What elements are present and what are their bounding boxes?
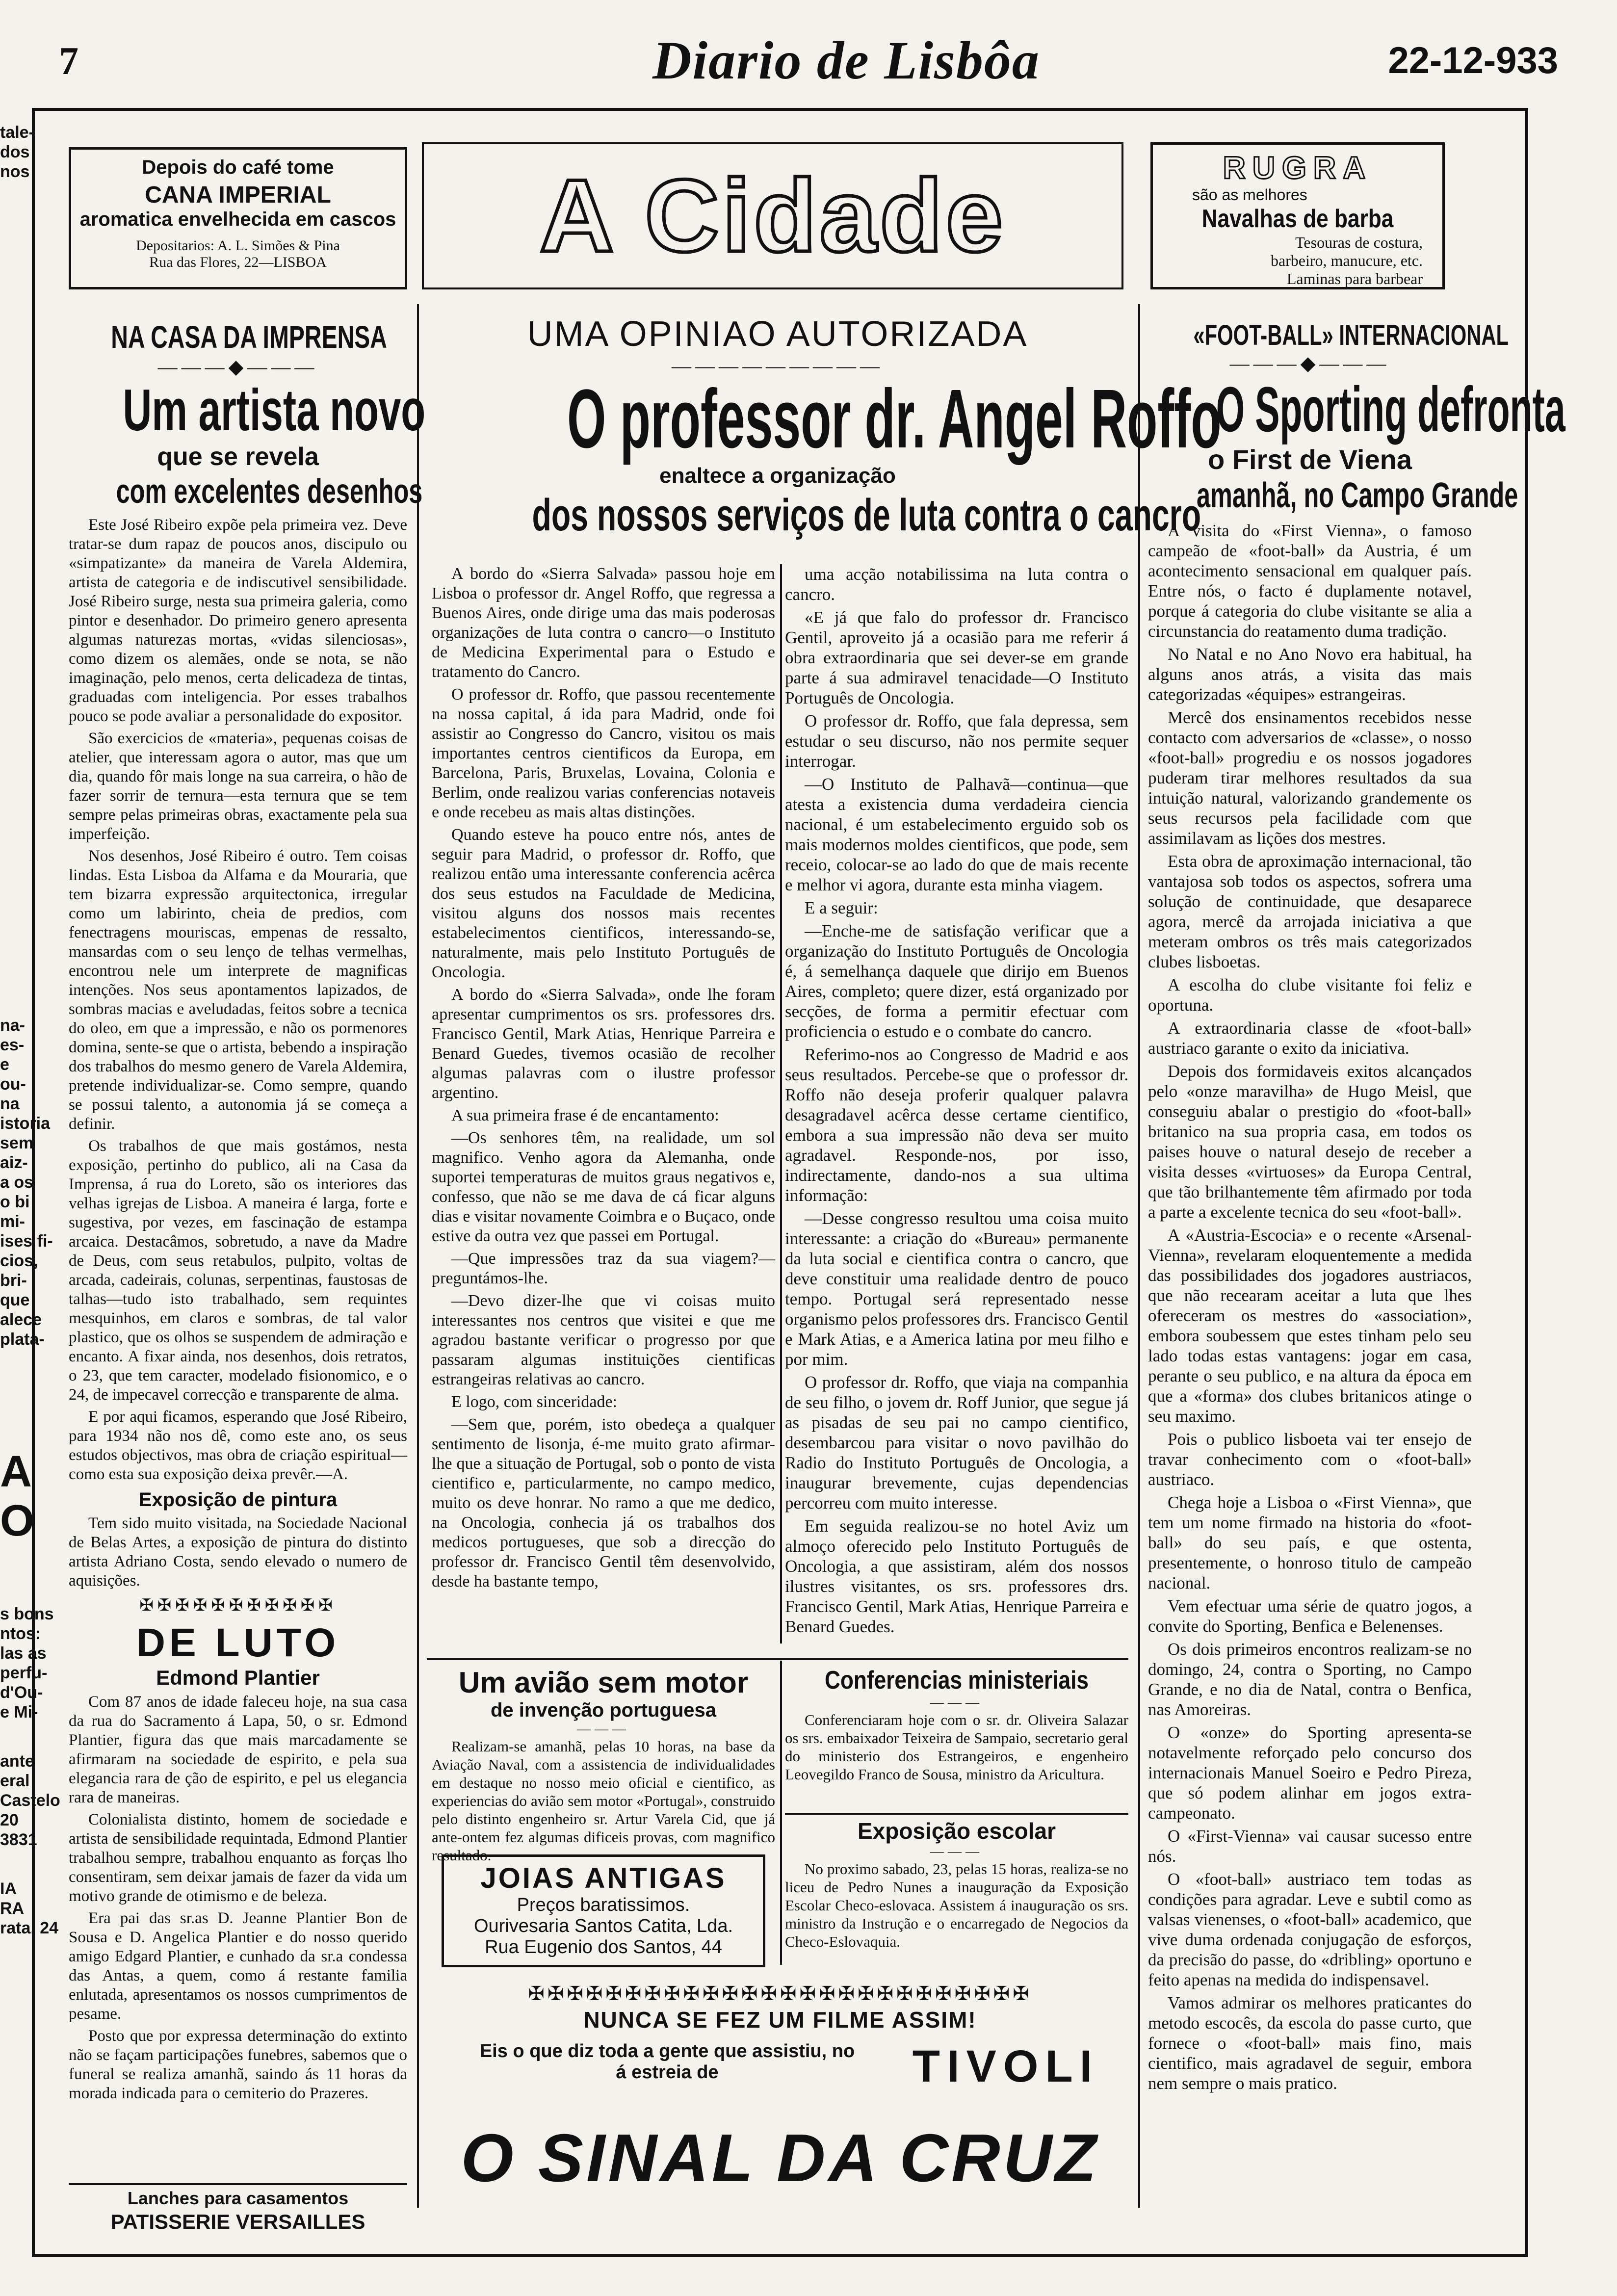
paragraph: uma acção notabilissima na luta contra o cancro. [785, 565, 1128, 604]
column-divider [780, 564, 782, 1644]
paragraph: No Natal e no Ano Novo era habitual, ha alguns anos atrás, a visita das mais categorizadas «équipes» estrangeiras. [1148, 645, 1472, 704]
paragraph: Depois dos formidaveis exitos alcançados pelo «onze maravilha» de Hugo Meisl, que conseguiu abalar o prestigio do «foot-ball» britanico na sua propria casa, em todos os paises houve o natural desejo de receber a visita desses «virtuoses» da Europa Central, que tão brilhantemente têm afirmado por toda a parte a excelente tecnica do seu «foot-ball». [1148, 1062, 1472, 1222]
obituary-title: DE LUTO [136, 1620, 340, 1665]
paragraph: E a seguir: [805, 898, 878, 917]
paragraph: Quando esteve ha pouco entre nós, antes de seguir para Madrid, o professor dr. Roffo, que realizou então uma interessante conferencia acêrca dos seus estudos na Faculdade de Medicina, visitou alguns dos nossos mais recentes estabelecimentos cientificos, interessando-se, naturalmente, mais pelo Instituto Português de Oncologia. [432, 826, 775, 981]
strip-text: cios, [0, 1252, 38, 1270]
column-4 [1148, 319, 1565, 2096]
headline: O Sporting defronta [1216, 373, 1565, 445]
left-edge-strip [0, 108, 60, 2267]
kicker: NA CASA DA IMPRENSA [111, 319, 387, 355]
subhead: o First de Viena [1208, 444, 1412, 475]
strip-text: Castelo [0, 1791, 60, 1810]
deck: dos nossos serviços de luta contra o cancro [532, 490, 1201, 540]
strip-text: ante [0, 1752, 34, 1771]
strip-text: rata, 24 [0, 1919, 59, 1937]
ornament: ―――◆――― [157, 356, 318, 378]
ad-line: são as melhores [1192, 186, 1307, 204]
paragraph: Era pai das sr.as D. Jeanne Plantier Bon de Sousa e D. Angelica Plantier e do nosso querido amigo Edgard Plantier, e cunhado da sr.a condessa das Antas, a quem, como á restante familia enlutada, apresentamos os nossos cumprimentos de pesame. [69, 1909, 407, 2023]
paragraph: No proximo sabado, 23, pelas 15 horas, realiza-se no liceu de Pedro Nunes a inauguração da Exposição Escolar Checo-eslovaca. Assistem á inauguração os srs. ministro da Instrução e o encarregado de Negocios da Checo-Eslovaquia. [785, 1860, 1128, 1950]
paragraph: A sua primeira frase é de encantamento: [451, 1106, 719, 1124]
ad-line: barbeiro, manucure, etc. [1270, 252, 1423, 269]
strip-text: 3831 [0, 1830, 37, 1849]
paragraph: A bordo do «Sierra Salvada» passou hoje em Lisboa o professor dr. Angel Roffo, que regressa a Buenos Aires, onde dirige uma das mais poderosas organizações de luta contra o cancro—o Instituto de Medicina Experimental para o Estudo e tratamento do Cancro. [432, 565, 775, 681]
strip-text: eral [0, 1772, 30, 1790]
paragraph: —Devo dizer-lhe que vi coisas muito interessantes nos centros que visitei e que me agradou bastante verificar o progresso por que passaram algumas instituições cientificas estrangeiras relativas ao cancro. [432, 1292, 775, 1388]
ad-line: Tesouras de costura, [1295, 234, 1423, 251]
headline: Um avião sem motor [458, 1666, 749, 1699]
ad-line: Depositarios: A. L. Simões & Pina [136, 237, 340, 254]
ad-line: Rua Eugenio dos Santos, 44 [485, 1937, 722, 1957]
paragraph: Posto que por expressa determinação do extinto não se façam participações funebres, sabemos que o funeral se realiza amanhã, saindo ás 11 horas da morada indicada para o cemiterio do Prazeres. [69, 2027, 407, 2102]
paragraph: Realizam-se amanhã, pelas 10 horas, na base da Aviação Naval, com a assistencia de individualidades em destaque no nosso meio oficial e cientifico, as experiencias do avião sem motor «Portugal», construido pelo distinto engenheiro sr. Artur Varela Cid, que já ante-ontem fez algumas dificeis provas, com magnifico resultado. [432, 1738, 775, 1864]
ornament: ―――◆――― [1229, 352, 1390, 374]
strip-text: a os [0, 1173, 34, 1192]
strip-text: nos [0, 162, 30, 181]
paragraph: —Desse congresso resultou uma coisa muito interessante: a criação do «Bureau» permanente da luta social e cientifica contra o cancro, que deve constituir uma realidade dentro de pouco tempo. Portugal será representado nesse organismo pelos professores drs. Francisco Gentil e Mark Atias, e a America latina por meu filho e por mim. [785, 1209, 1128, 1369]
column-divider [417, 304, 419, 2208]
paragraph: E por aqui ficamos, esperando que José Ribeiro, para 1934 não nos dê, como este ano, os seus estudos objectivos, mas obra de criação espiritual—como esta sua exposição deixa prevêr.—A. [69, 1408, 407, 1483]
column-1 [69, 319, 426, 2106]
strip-text: ises fi- [0, 1232, 53, 1251]
strip-text: IA [0, 1879, 17, 1898]
paragraph: Em seguida realizou-se no hotel Aviz um almoço oferecido pelo Instituto Português de Oncologia, a que assistiram, além dos nossos ilustres visitantes, os srs. professores drs. Francisco Gentil, Mark Atias, Henrique Parreira e Benard Guedes. [785, 1516, 1128, 1636]
ad-joias [442, 1854, 765, 1967]
ornament: ✠✠✠✠✠✠✠✠✠✠✠ [139, 1596, 337, 1615]
paragraph: —Os senhores têm, na realidade, um sol magnifico. Venho agora da Alemanha, onde suportei temperaturas de muitos graus negativos e, confesso, que não se me dava de cá ficar alguns dias e visitar novamente Coimbra e o Buçaco, onde estive da outra vez que passei em Portugal. [432, 1129, 775, 1245]
paragraph: Com 87 anos de idade faleceu hoje, na sua casa da rua do Sacramento á Lapa, 50, o sr. Edmond Plantier, figura das que mais marcadamente se afirmaram na sociedade de espirito, e pela sua elegancia rara de ção de espirito, e pel us elegancia rara de maneiras. [69, 1693, 407, 1806]
strip-text: s bons [0, 1605, 54, 1623]
paragraph: A bordo do «Sierra Salvada», onde lhe foram apresentar cumprimentos os srs. professores drs. Francisco Gentil, Mark Atias, Henrique Parreira e Benard Guedes, tivemos ocasião de recolher algumas palavras com o ilustre professor argentino. [432, 986, 775, 1102]
masthead [0, 29, 1617, 103]
ad-brand: JOIAS ANTIGAS [480, 1862, 727, 1894]
strip-text: O [0, 1496, 35, 1545]
paragraph: São exercicios de «materia», pequenas coisas de atelier, que interessam agora o autor, mas que um dia, quando fôr mais longe na sua carreira, o hão de fazer sorrir de ternura—esta ternura que se tem sempre pelas primeiras obras, exactamente pela sua imperfeição. [69, 730, 407, 843]
strip-text: ou- [0, 1075, 26, 1094]
strip-text: bri- [0, 1271, 27, 1290]
paragraph: O «First-Vienna» vai causar sucesso entre nós. [1148, 1826, 1472, 1866]
ad-line: Preços baratissimos. [517, 1895, 690, 1915]
strip-text: sem [0, 1134, 34, 1152]
paragraph: —Enche-me de satisfação verificar que a organização do Instituto Português de Oncologia é, á semelhança daquele que dirijo em Buenos Aires, completo; quere dizer, está organizado por secções, de forma a permitir efectuar com proficiencia o estudo e o combate do cancro. [785, 921, 1128, 1041]
paragraph: Chega hoje a Lisboa o «First Vienna», que tem um nome firmado na historia do «foot-ball» do seu país, e que ostenta, presentemente, o honroso titulo de campeão nacional. [1148, 1493, 1472, 1592]
paragraph: Vamos admirar os melhores praticantes do metodo escocês, da escola do passe curto, que fornece o «foot-ball» mais fino, mais cientifico, mais agradavel de seguir, embora nem sempre o mais pratico. [1148, 1993, 1472, 2093]
article-exposicao [785, 1818, 1128, 1954]
subhead: amanhã, no Campo Grande [1197, 476, 1518, 515]
paragraph: Pois o publico lisboeta vai ter ensejo de travar conhecimento com o «foot-ball» austriaco. [1148, 1430, 1472, 1489]
ad-line: Eis o que diz toda a gente que assistiu, no [479, 2041, 855, 2061]
strip-text: RA [0, 1899, 25, 1918]
article-aviao [432, 1666, 775, 1867]
paragraph: A «Austria-Escocia» e o recente «Arsenal-Vienna», revelaram eloquentemente a medida das possibilidades dos jogadores austriacos, que não recearam aceitar a luta que lhes ofereceram os mestres do «association», embora soubessem que estes tinham pelo seu lado todas estas vantagens: jogar em casa, perante o seu publico, e na altura da época em que a «forma» dos clubes britanicos atinge o seu maximo. [1148, 1226, 1472, 1426]
paragraph: Os dois primeiros encontros realizam-se no domingo, 24, contra o Sporting, no Campo Grande, e no dia de Natal, contra o Benfica, nas Amoreiras. [1148, 1640, 1472, 1719]
paragraph: Nos desenhos, José Ribeiro é outro. Tem coisas lindas. Esta Lisboa da Alfama e da Mouraria, que tem bizarra expressão arquitectonica, irregular como um labirinto, cheia de predios, com fenectragens mouriscas, empenas de ressalto, mansardas com o seu lenço de telhas vermelhas, encontrou nele um interprete de magnificas intenções. Nos seus apontamentos lapizados, de sombras macias e aveludadas, feitos sobre a tecnica do oleo, em que a impressão, e não os pormenores domina, sente-se que o artista, bebendo a inspiração dos trabalhos do mesmo genero de Varela Aldemira, pretende individualizar-se. Como sempre, quando se possui talento, a autonomia já se começa a definir. [69, 847, 407, 1133]
ad-tivoli [432, 2007, 1128, 2222]
strip-text: 20 [0, 1811, 19, 1829]
paragraph: —Que impressões traz da sua viagem?—preguntámos-lhe. [432, 1250, 775, 1287]
kicker: «FOOT-BALL» INTERNACIONAL [1193, 319, 1509, 351]
strip-text: o bi [0, 1193, 30, 1211]
film-title: O SINAL DA CRUZ [461, 2120, 1099, 2196]
paragraph: O «foot-ball» austriaco tem todas as condições para agradar. Leve e subtil como as valsas vienenses, o «foot-ball» academico, que vive duma ordenada conjugação de esforços, da precisão do passe, do «dribling» oportuno e feito apenas na medida do indispensavel. [1148, 1870, 1472, 1989]
paragraph: O «onze» do Sporting apresenta-se notavelmente reforçado pelo concurso dos internacionais Manuel Soeiro e Pedro Pireza, que só podem alinhar em jogos extra-campeonato. [1148, 1723, 1472, 1823]
ad-line: á estreia de [616, 2062, 719, 2083]
paragraph: A escolha do clube visitante foi feliz e oportuna. [1148, 975, 1472, 1015]
strip-text: e Mi- [0, 1703, 38, 1722]
strip-text: es- [0, 1036, 25, 1054]
divider [785, 1813, 1128, 1815]
subhead: enaltece a organização [659, 464, 896, 488]
section-title: A Cidade [539, 158, 1006, 273]
article-conferencias [785, 1666, 1128, 1786]
center-column-right [785, 564, 1128, 1640]
strip-text: istoria [0, 1114, 51, 1133]
strip-text: plata- [0, 1330, 45, 1349]
obituary-name: Edmond Plantier [156, 1666, 320, 1689]
subhead: de invenção portuguesa [490, 1699, 717, 1721]
ad-line: Lanches para casamentos [127, 2188, 349, 2208]
ad-brand: CANA IMPERIAL [145, 182, 331, 208]
strip-text: na [0, 1095, 20, 1113]
center-article [427, 314, 1222, 542]
paragraph: Tem sido muito visitada, na Sociedade Nacional de Belas Artes, a exposição de pintura do distinto artista Adriano Costa, sendo elevado o numero de aquisições. [69, 1514, 407, 1590]
strip-text: las as [0, 1644, 47, 1663]
strip-text: d'Ou- [0, 1683, 43, 1702]
paragraph: Os trabalhos de que mais gostámos, nesta exposição, pertinho do publico, ali na Casa da Imprensa, á rua do Loreto, são os interiores das velhas igrejas de Lisboa. A maneira é larga, forte e sugestiva, por vezes, em fascinação de estampa arcaica. Destacâmos, sobretudo, a nave da Madre de Deus, com seus retabulos, pulpito, voltas de arcada, cadeirais, colunas, serpentinas, faustosas de talhas—tudo isto trabalhado, sem requintes mesquinhos, em claros e sombras, de tal valor plastico, que os olhos se suspendem de admiração e encanto. A fixar ainda, nos desenhos, dois retratos, o 23, que tem caracter, modelado fisionomico, e o 24, de impecavel correcção e transparente de alma. [69, 1137, 407, 1404]
ad-line: Rua das Flores, 22—LISBOA [149, 254, 327, 270]
ad-cana-imperial [69, 147, 407, 289]
strip-text: e [0, 1055, 9, 1074]
divider [69, 2183, 407, 2185]
ad-patisserie: PATISSERIE VERSAILLES [110, 2210, 365, 2233]
strip-text: tale- [0, 123, 34, 142]
paragraph: E logo, com sinceridade: [451, 1393, 618, 1411]
page-number: 7 [59, 40, 78, 83]
ornament: ✠✠✠✠✠✠✠✠✠✠✠✠✠✠✠✠✠✠✠✠✠✠✠✠✠✠ [528, 1983, 1032, 2005]
strip-text: perfu- [0, 1664, 48, 1682]
strip-text: A [0, 1447, 32, 1496]
paragraph: A visita do «First Vienna», o famoso campeão de «foot-ball» da Austria, é um acontecimento sensacional em qualquer país. Entre nós, o facto é duplamente notavel, porque á categoria do clube visitante se alia a circunstancia do reatamento duma tradição. [1148, 521, 1472, 641]
strip-text: que [0, 1291, 30, 1309]
ad-line: aromatica envelhecida em cascos [79, 209, 396, 230]
paragraph: Colonialista distinto, homem de sociedade e artista de sensibilidade requintada, Edmond Plantier trabalhou sempre, trabalhou enquanto as forças lho consentiram, sem deixar jamais de fazer da vida um motivo grande de otimismo e de beleza. [69, 1811, 407, 1905]
ad-line: Navalhas de barba [1201, 205, 1394, 233]
subhead: com excelentes desenhos [116, 472, 423, 510]
paragraph: Vem efectuar uma série de quatro jogos, a convite do Sporting, Benfica e Belenenses. [1148, 1596, 1472, 1636]
center-column-left [432, 564, 775, 1594]
ad-line: Laminas para barbear [1286, 270, 1423, 287]
paper-title: Diario de Lisbôa [652, 30, 1040, 90]
ad-rugra [1150, 142, 1445, 289]
kicker: UMA OPINIAO AUTORIZADA [527, 314, 1028, 354]
strip-text: ntos: [0, 1624, 41, 1643]
strip-text: mi- [0, 1212, 25, 1231]
ad-line: NUNCA SE FEZ UM FILME ASSIM! [583, 2007, 977, 2033]
ornament: ――――――――― [672, 355, 884, 377]
headline: O professor dr. Angel Roffo [567, 372, 1222, 466]
subhead: que se revela [157, 443, 319, 471]
strip-text: na- [0, 1016, 25, 1035]
strip-text: aiz- [0, 1153, 28, 1172]
ornament: ――― [577, 1722, 630, 1737]
ad-line: Ourivesaria Santos Catita, Lda. [473, 1916, 733, 1936]
paragraph: «E já que falo do professor dr. Francisco Gentil, aproveito já a ocasião para me referir á obra extraordinaria que sei dever-se em grande parte á sua admiravel tenacidade—O Instituto Português de Oncologia. [785, 608, 1128, 707]
strip-text: dos [0, 143, 30, 161]
headline: Conferencias ministeriais [825, 1666, 1089, 1695]
paragraph: Este José Ribeiro expõe pela primeira vez. Deve tratar-se dum rapaz de poucos anos, discipulo ou «simpatizante» da maneira de Varela Aldemira, artista de categoria e de indiscutivel sensibilidade. José Ribeiro surge, nesta sua primeira galeria, como pintor e desenhador. Do primeiro genero apresenta algumas naturezas mortas, «vidas silenciosas», como dizem os alemães, onde se nota, se não imaginação, pelo menos, certa delicadeza de tintas, graduadas com inteligencia. Por esses trabalhos pouco se pode avaliar a personalidade do expositor. [69, 516, 407, 725]
exhibition-title: Exposição de pintura [138, 1489, 338, 1511]
column-divider [1138, 304, 1140, 2208]
paragraph: O professor dr. Roffo, que fala depressa, sem estudar o seu discurso, não nos permite sequer interrogar. [785, 711, 1128, 771]
venue-name: TIVOLI [912, 2041, 1099, 2091]
ornament: ――― [930, 1695, 983, 1710]
headline: Exposição escolar [858, 1818, 1056, 1844]
ad-brand: RUGRA [1223, 150, 1373, 185]
ornament: ――― [930, 1844, 983, 1859]
paragraph: —Sem que, porém, isto obedeça a qualquer sentimento de lisonja, é-me muito grato afirmar-lhe que a situação de Portugal, sob o ponto de vista cientifico e, particularmente, no campo medico, muito os deve honrar. No ramo a que me dedico, na Oncologia, conhecia já os trabalhos dos medicos portugueses, que sob a direcção do professor dr. Francisco Gentil têm desenvolvido, desde ha bastante tempo, [432, 1415, 775, 1591]
ad-line: Depois do café tome [142, 157, 334, 178]
paragraph: Conferenciaram hoje com o sr. dr. Oliveira Salazar os srs. embaixador Teixeira de Sampaio, secretario geral do ministerio dos Estrangeiros, e engenheiro Leovegildo Franco de Sousa, ministro da Aricultura. [785, 1711, 1128, 1783]
paragraph: O professor dr. Roffo, que passou recentemente na nossa capital, á ida para Madrid, onde foi assistir ao Congresso do Cancro, visitou os mais importantes centros cientificos da Europa, em Barcelona, Paris, Bruxelas, Lovaina, Colonia e Berlim, onde realizou varias conferencias notaveis e onde recebeu as mais altas distinções. [432, 685, 775, 821]
strip-text: alece [0, 1310, 42, 1329]
section-banner [422, 142, 1123, 289]
paragraph: O professor dr. Roffo, que viaja na companhia de seu filho, o jovem dr. Roff Junior, que segue já as pisadas de seu pai no campo cientifico, desembarcou para visitar o novo pavilhão do Radio do Instituto Português de Oncologia, a inaugurar brevemente, cujas dependencias percorreu com muito interesse. [785, 1373, 1128, 1513]
issue-date: 22-12-933 [1388, 40, 1558, 81]
paragraph: —O Instituto de Palhavã—continua—que atesta a existencia duma verdadeira ciencia nacional, é um estabelecimento erguido sob os mais modernos moldes cientificos, que pode, sem receio, colocar-se ao lado do que de mais recente e melhor vi agora, durante esta minha viagem. [785, 775, 1128, 894]
paragraph: Referimo-nos ao Congresso de Madrid e aos seus resultados. Percebe-se que o professor dr. Roffo não deseja proferir qualquer palavra desagradavel acêrca desse certame cientifico, embora a sua impressão não deva ser muito agradavel. Responde-nos, por isso, indirectamente, dando-nos a sua ultima informação: [785, 1045, 1128, 1205]
paragraph: Mercê dos ensinamentos recebidos nesse contacto com adversarios de «classe», o nosso «foot-ball» progrediu e os nossos jogadores puderam tirar melhores resultados da sua intuição natural, valorizando grandemente os seus recursos pela facilidade com que assimilavam as lições dos mestres. [1148, 708, 1472, 848]
paragraph: A extraordinaria classe de «foot-ball» austriaco garante o exito da iniciativa. [1148, 1018, 1472, 1058]
paragraph: Esta obra de aproximação internacional, tão vantajosa sob todos os aspectos, sofrera uma solução de continuidade, que desaparece agora, mercê da arrojada iniciativa a que meteram ombros os três mais categorizados clubes lisboetas. [1148, 852, 1472, 971]
headline: Um artista novo [123, 377, 426, 443]
column-divider [780, 1661, 782, 1965]
divider [427, 1658, 1128, 1660]
